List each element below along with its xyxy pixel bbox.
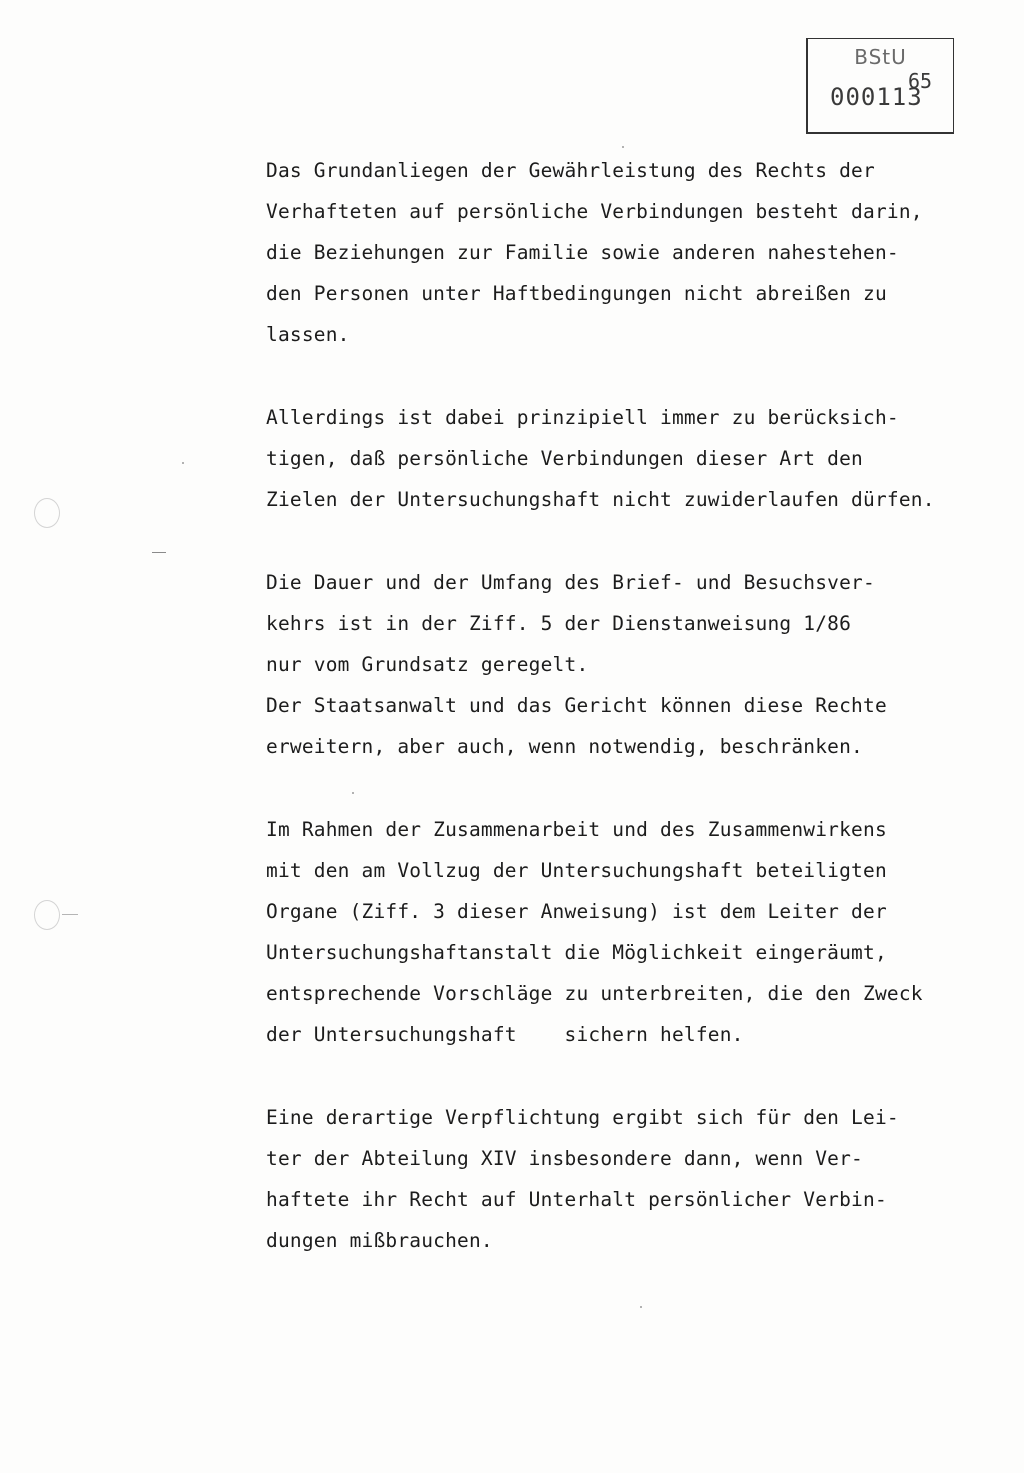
paragraph bbox=[266, 397, 986, 520]
scan-speck bbox=[622, 146, 624, 148]
text-line: nur vom Grundsatz geregelt. bbox=[266, 653, 589, 676]
margin-mark bbox=[62, 914, 78, 915]
text-line: Der Staatsanwalt und das Gericht können diese Rechte bbox=[266, 694, 887, 717]
paragraph bbox=[266, 150, 986, 355]
text-line: Die Dauer und der Umfang des Brief- und Besuchsver- bbox=[266, 571, 875, 594]
archive-stamp bbox=[806, 38, 954, 134]
text-line: Zielen der Untersuchungshaft nicht zuwiderlaufen dürfen. bbox=[266, 488, 935, 511]
margin-mark bbox=[152, 552, 166, 553]
scan-speck bbox=[640, 1306, 642, 1308]
scan-speck bbox=[182, 462, 184, 464]
stamp-document-number: 000113 bbox=[830, 83, 923, 111]
text-line: Untersuchungshaftanstalt die Möglichkeit eingeräumt, bbox=[266, 941, 887, 964]
text-line: erweitern, aber auch, wenn notwendig, beschränken. bbox=[266, 735, 863, 758]
stamp-archive-label: BStU bbox=[854, 45, 907, 69]
text-line: dungen mißbrauchen. bbox=[266, 1229, 493, 1252]
paragraph bbox=[266, 562, 986, 767]
text-line: haftete ihr Recht auf Unterhalt persönlicher Verbin- bbox=[266, 1188, 887, 1211]
paragraph bbox=[266, 809, 986, 1055]
text-line: Eine derartige Verpflichtung ergibt sich für den Lei- bbox=[266, 1106, 899, 1129]
typed-body-text bbox=[266, 150, 986, 1303]
text-line: die Beziehungen zur Familie sowie anderen nahestehen- bbox=[266, 241, 899, 264]
text-line: tigen, daß persönliche Verbindungen dieser Art den bbox=[266, 447, 863, 470]
text-line: Organe (Ziff. 3 dieser Anweisung) ist dem Leiter der bbox=[266, 900, 887, 923]
text-line: Allerdings ist dabei prinzipiell immer zu berücksich- bbox=[266, 406, 899, 429]
text-line: der Untersuchungshaft sichern helfen. bbox=[266, 1023, 744, 1046]
text-line: Das Grundanliegen der Gewährleistung des Rechts der bbox=[266, 159, 875, 182]
text-line: ter der Abteilung XIV insbesondere dann, wenn Ver- bbox=[266, 1147, 863, 1170]
text-line: mit den am Vollzug der Untersuchungshaft beteiligten bbox=[266, 859, 887, 882]
text-line: entsprechende Vorschläge zu unterbreiten, die den Zweck bbox=[266, 982, 923, 1005]
text-line: lassen. bbox=[266, 323, 350, 346]
text-line: Verhafteten auf persönliche Verbindungen besteht darin, bbox=[266, 200, 923, 223]
stamp-page-number: 65 bbox=[908, 69, 933, 93]
text-line: den Personen unter Haftbedingungen nicht abreißen zu bbox=[266, 282, 887, 305]
punch-hole-mark bbox=[34, 900, 60, 930]
punch-hole-mark bbox=[34, 498, 60, 528]
paragraph bbox=[266, 1097, 986, 1261]
text-line: kehrs ist in der Ziff. 5 der Dienstanweisung 1/86 bbox=[266, 612, 852, 635]
text-line: Im Rahmen der Zusammenarbeit und des Zusammenwirkens bbox=[266, 818, 887, 841]
